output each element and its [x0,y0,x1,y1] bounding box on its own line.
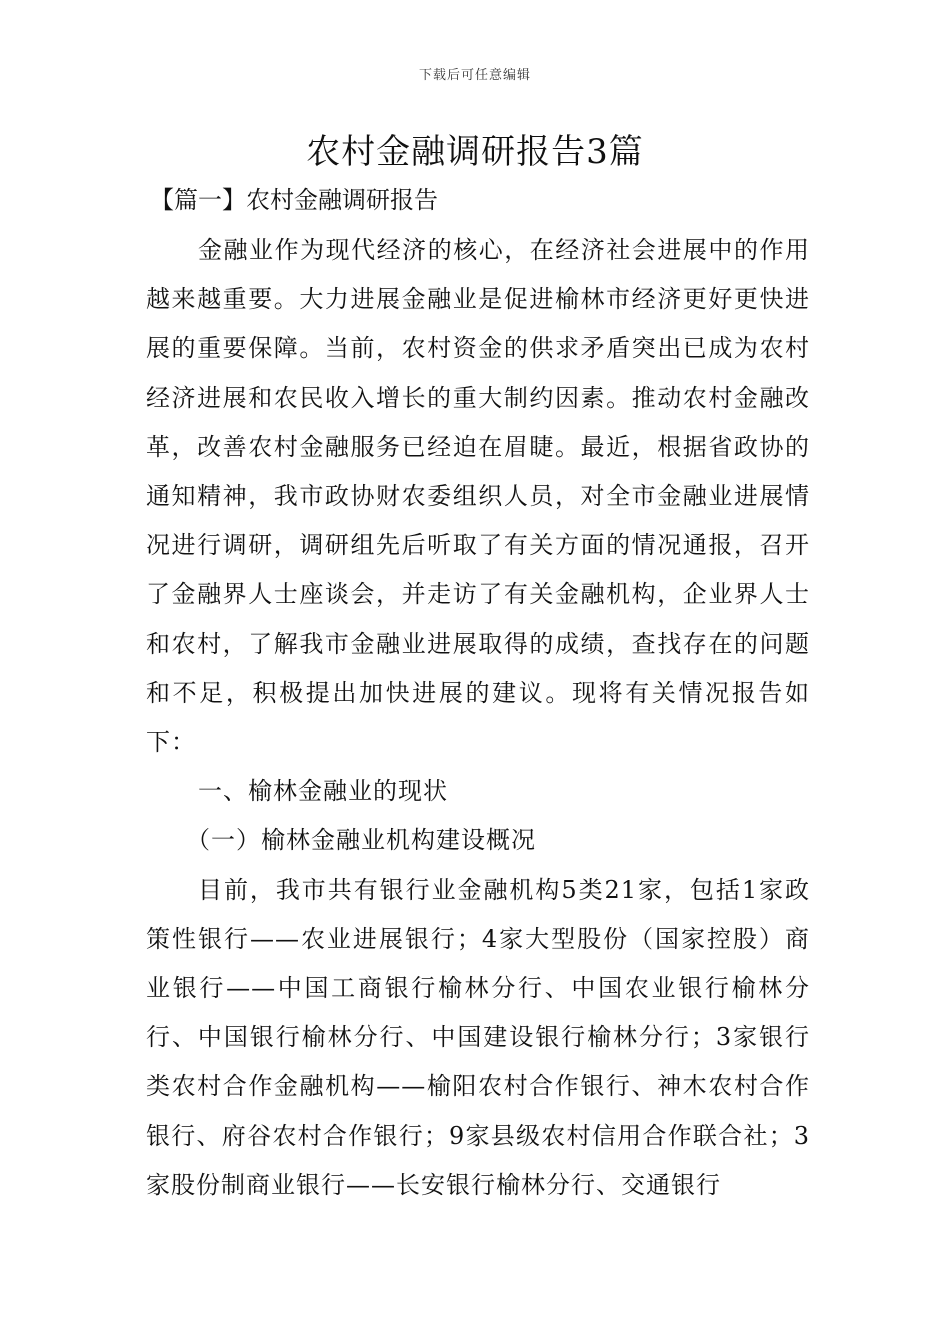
institutions-paragraph: 目前，我市共有银行业金融机构5类21家，包括1家政策性银行——农业进展银行；4家大型股份（国家控股）商业银行——中国工商银行榆林分行、中国农业银行榆林分行、中国银行榆林分行、中国建设银行榆林分行；3家银行类农村合作金融机构——榆阳农村合作银行、神木农村合作银行、府谷农村合作银行；9家县级农村信用合作联合社；3家股份制商业银行——长安银行榆林分行、交通银行 [146,875,810,1199]
part-heading: 【篇一】农村金融调研报告 [150,186,438,214]
intro-paragraph: 金融业作为现代经济的核心，在经济社会进展中的作用越来越重要。大力进展金融业是促进榆林市经济更好更快进展的重要保障。当前，农村资金的供求矛盾突出已成为农村经济进展和农民收入增长的重大制约因素。推动农村金融改革，改善农村金融服务已经迫在眉睫。最近，根据省政协的通知精神，我市政协财农委组织人员，对全市金融业进展情况进行调研，调研组先后听取了有关方面的情况通报，召开了金融界人士座谈会，并走访了有关金融机构，企业界人士和农村，了解我市金融业进展取得的成绩，查找存在的问题和不足，积极提出加快进展的建议。现将有关情况报告如下： [146,236,810,757]
section-heading-one: 一、榆林金融业的现状 [198,777,448,806]
subsection-heading-one: （一）榆林金融业机构建设概况 [186,826,536,855]
document-body [146,226,810,1210]
document-title: 农村金融调研报告3篇 [306,132,644,172]
page-header-note: 下载后可任意编辑 [418,68,531,83]
